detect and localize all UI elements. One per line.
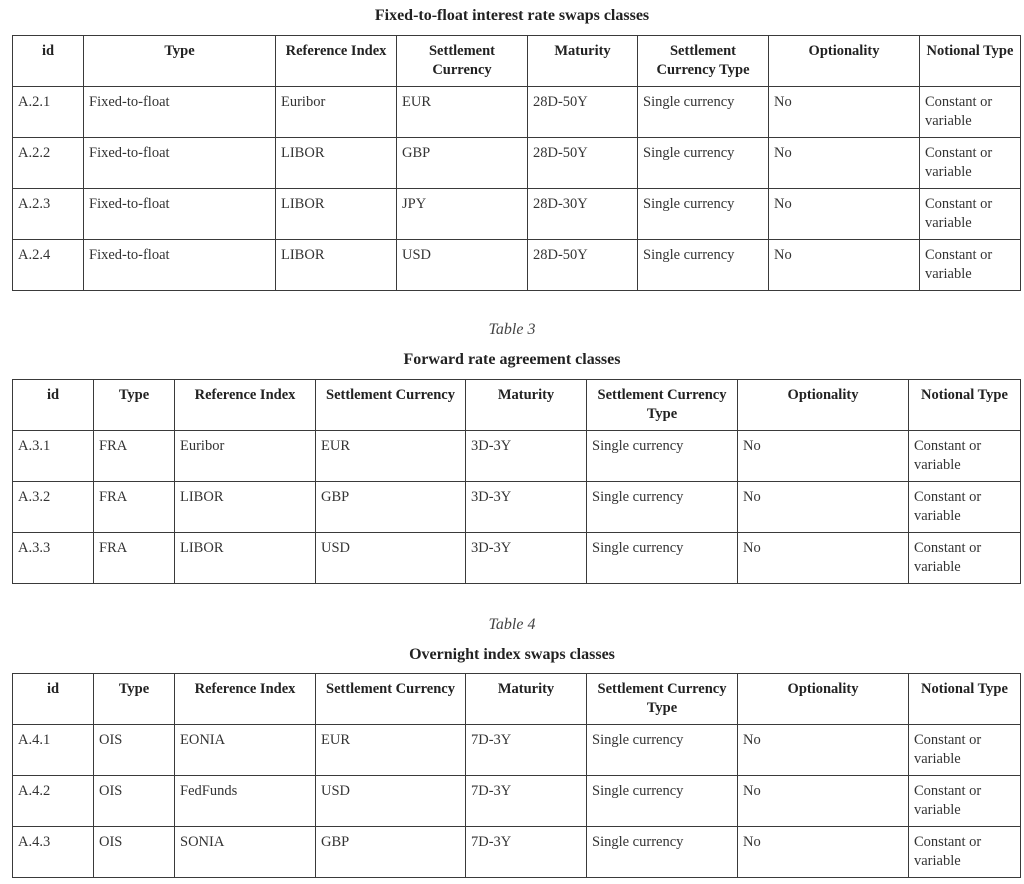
column-header: id	[13, 380, 94, 431]
table-row	[13, 533, 1021, 584]
table-cell: No	[769, 87, 920, 138]
table-title: Overnight index swaps classes	[409, 646, 615, 663]
data-table	[12, 35, 1021, 291]
column-header: Maturity	[466, 674, 587, 725]
table-cell: 3D-3Y	[466, 431, 587, 482]
table-row	[13, 87, 1021, 138]
table-cell: SONIA	[175, 827, 316, 878]
column-header: Optionality	[738, 380, 909, 431]
table-cell: EUR	[397, 87, 528, 138]
table-cell: Fixed-to-float	[84, 138, 276, 189]
table-cell: OIS	[94, 776, 175, 827]
column-header: Settlement Currency	[316, 674, 466, 725]
column-header: Type	[94, 380, 175, 431]
table-cell: FRA	[94, 533, 175, 584]
table-cell: Single currency	[587, 482, 738, 533]
table-cell: Fixed-to-float	[84, 240, 276, 291]
table-row	[13, 725, 1021, 776]
table-cell: Constant or variable	[909, 533, 1021, 584]
table-cell: 3D-3Y	[466, 482, 587, 533]
column-header: Settlement Currency Type	[587, 380, 738, 431]
table-row	[13, 240, 1021, 291]
table-cell: A.3.3	[13, 533, 94, 584]
table-cell: EUR	[316, 431, 466, 482]
table-cell: 3D-3Y	[466, 533, 587, 584]
table-cell: A.2.4	[13, 240, 84, 291]
table-cell: Single currency	[587, 776, 738, 827]
column-header: Reference Index	[175, 380, 316, 431]
table-cell: 28D-50Y	[528, 87, 638, 138]
table-cell: No	[769, 189, 920, 240]
table-cell: No	[738, 725, 909, 776]
table-header-row	[13, 380, 1021, 431]
table-cell: Constant or variable	[909, 725, 1021, 776]
table-cell: No	[738, 533, 909, 584]
column-header: Type	[84, 36, 276, 87]
column-header: Maturity	[466, 380, 587, 431]
table-cell: No	[738, 776, 909, 827]
table-cell: 28D-50Y	[528, 138, 638, 189]
table-row	[13, 189, 1021, 240]
table-cell: 7D-3Y	[466, 776, 587, 827]
table-cell: A.3.2	[13, 482, 94, 533]
column-header: Settlement Currency	[397, 36, 528, 87]
table-cell: A.2.2	[13, 138, 84, 189]
table-cell: Single currency	[638, 87, 769, 138]
table-row	[13, 138, 1021, 189]
table-cell: LIBOR	[276, 189, 397, 240]
column-header: id	[13, 36, 84, 87]
table-cell: OIS	[94, 725, 175, 776]
column-header: id	[13, 674, 94, 725]
table-cell: No	[738, 827, 909, 878]
table-cell: Euribor	[276, 87, 397, 138]
table-cell: JPY	[397, 189, 528, 240]
table-cell: A.4.3	[13, 827, 94, 878]
column-header: Notional Type	[909, 380, 1021, 431]
table-row	[13, 827, 1021, 878]
table-cell: LIBOR	[276, 240, 397, 291]
table-title: Forward rate agreement classes	[403, 351, 621, 368]
table-cell: Single currency	[638, 138, 769, 189]
table-caption: Table 3	[488, 321, 536, 338]
table-cell: No	[738, 431, 909, 482]
table-cell: USD	[316, 776, 466, 827]
table-cell: No	[769, 138, 920, 189]
table-cell: Constant or variable	[920, 240, 1021, 291]
table-cell: Single currency	[638, 189, 769, 240]
column-header: Reference Index	[175, 674, 316, 725]
table-cell: USD	[316, 533, 466, 584]
table-cell: No	[738, 482, 909, 533]
table-caption: Table 4	[488, 616, 536, 633]
table-cell: Constant or variable	[909, 827, 1021, 878]
table-cell: A.4.1	[13, 725, 94, 776]
table-cell: A.2.1	[13, 87, 84, 138]
table-cell: LIBOR	[276, 138, 397, 189]
table-cell: GBP	[316, 482, 466, 533]
column-header: Type	[94, 674, 175, 725]
table-cell: Fixed-to-float	[84, 189, 276, 240]
column-header: Notional Type	[920, 36, 1021, 87]
table-cell: Constant or variable	[909, 776, 1021, 827]
table-cell: Single currency	[587, 725, 738, 776]
table-cell: Constant or variable	[920, 87, 1021, 138]
table-cell: GBP	[397, 138, 528, 189]
table-cell: Fixed-to-float	[84, 87, 276, 138]
table-cell: 7D-3Y	[466, 827, 587, 878]
column-header: Settlement Currency Type	[638, 36, 769, 87]
table-row	[13, 482, 1021, 533]
table-cell: Constant or variable	[909, 431, 1021, 482]
table-cell: LIBOR	[175, 482, 316, 533]
column-header: Reference Index	[276, 36, 397, 87]
table-cell: A.3.1	[13, 431, 94, 482]
table-cell: 28D-30Y	[528, 189, 638, 240]
table-cell: 28D-50Y	[528, 240, 638, 291]
data-table	[12, 379, 1021, 584]
table-cell: Single currency	[587, 431, 738, 482]
table-cell: Single currency	[587, 533, 738, 584]
data-table	[12, 673, 1021, 878]
table-cell: FRA	[94, 482, 175, 533]
table-cell: EUR	[316, 725, 466, 776]
column-header: Maturity	[528, 36, 638, 87]
table-cell: No	[769, 240, 920, 291]
table-cell: Constant or variable	[920, 189, 1021, 240]
table-cell: 7D-3Y	[466, 725, 587, 776]
table-cell: FRA	[94, 431, 175, 482]
table-row	[13, 776, 1021, 827]
column-header: Settlement Currency Type	[587, 674, 738, 725]
table-cell: LIBOR	[175, 533, 316, 584]
table-cell: OIS	[94, 827, 175, 878]
column-header: Settlement Currency	[316, 380, 466, 431]
table-row	[13, 431, 1021, 482]
table-cell: Constant or variable	[920, 138, 1021, 189]
column-header: Notional Type	[909, 674, 1021, 725]
table-cell: Single currency	[587, 827, 738, 878]
column-header: Optionality	[769, 36, 920, 87]
table-header-row	[13, 36, 1021, 87]
table-header-row	[13, 674, 1021, 725]
table-cell: A.2.3	[13, 189, 84, 240]
table-cell: A.4.2	[13, 776, 94, 827]
column-header: Optionality	[738, 674, 909, 725]
table-title: Fixed-to-float interest rate swaps classes	[374, 7, 650, 24]
table-cell: Euribor	[175, 431, 316, 482]
table-cell: FedFunds	[175, 776, 316, 827]
table-cell: EONIA	[175, 725, 316, 776]
table-cell: Single currency	[638, 240, 769, 291]
table-cell: GBP	[316, 827, 466, 878]
table-cell: USD	[397, 240, 528, 291]
table-cell: Constant or variable	[909, 482, 1021, 533]
